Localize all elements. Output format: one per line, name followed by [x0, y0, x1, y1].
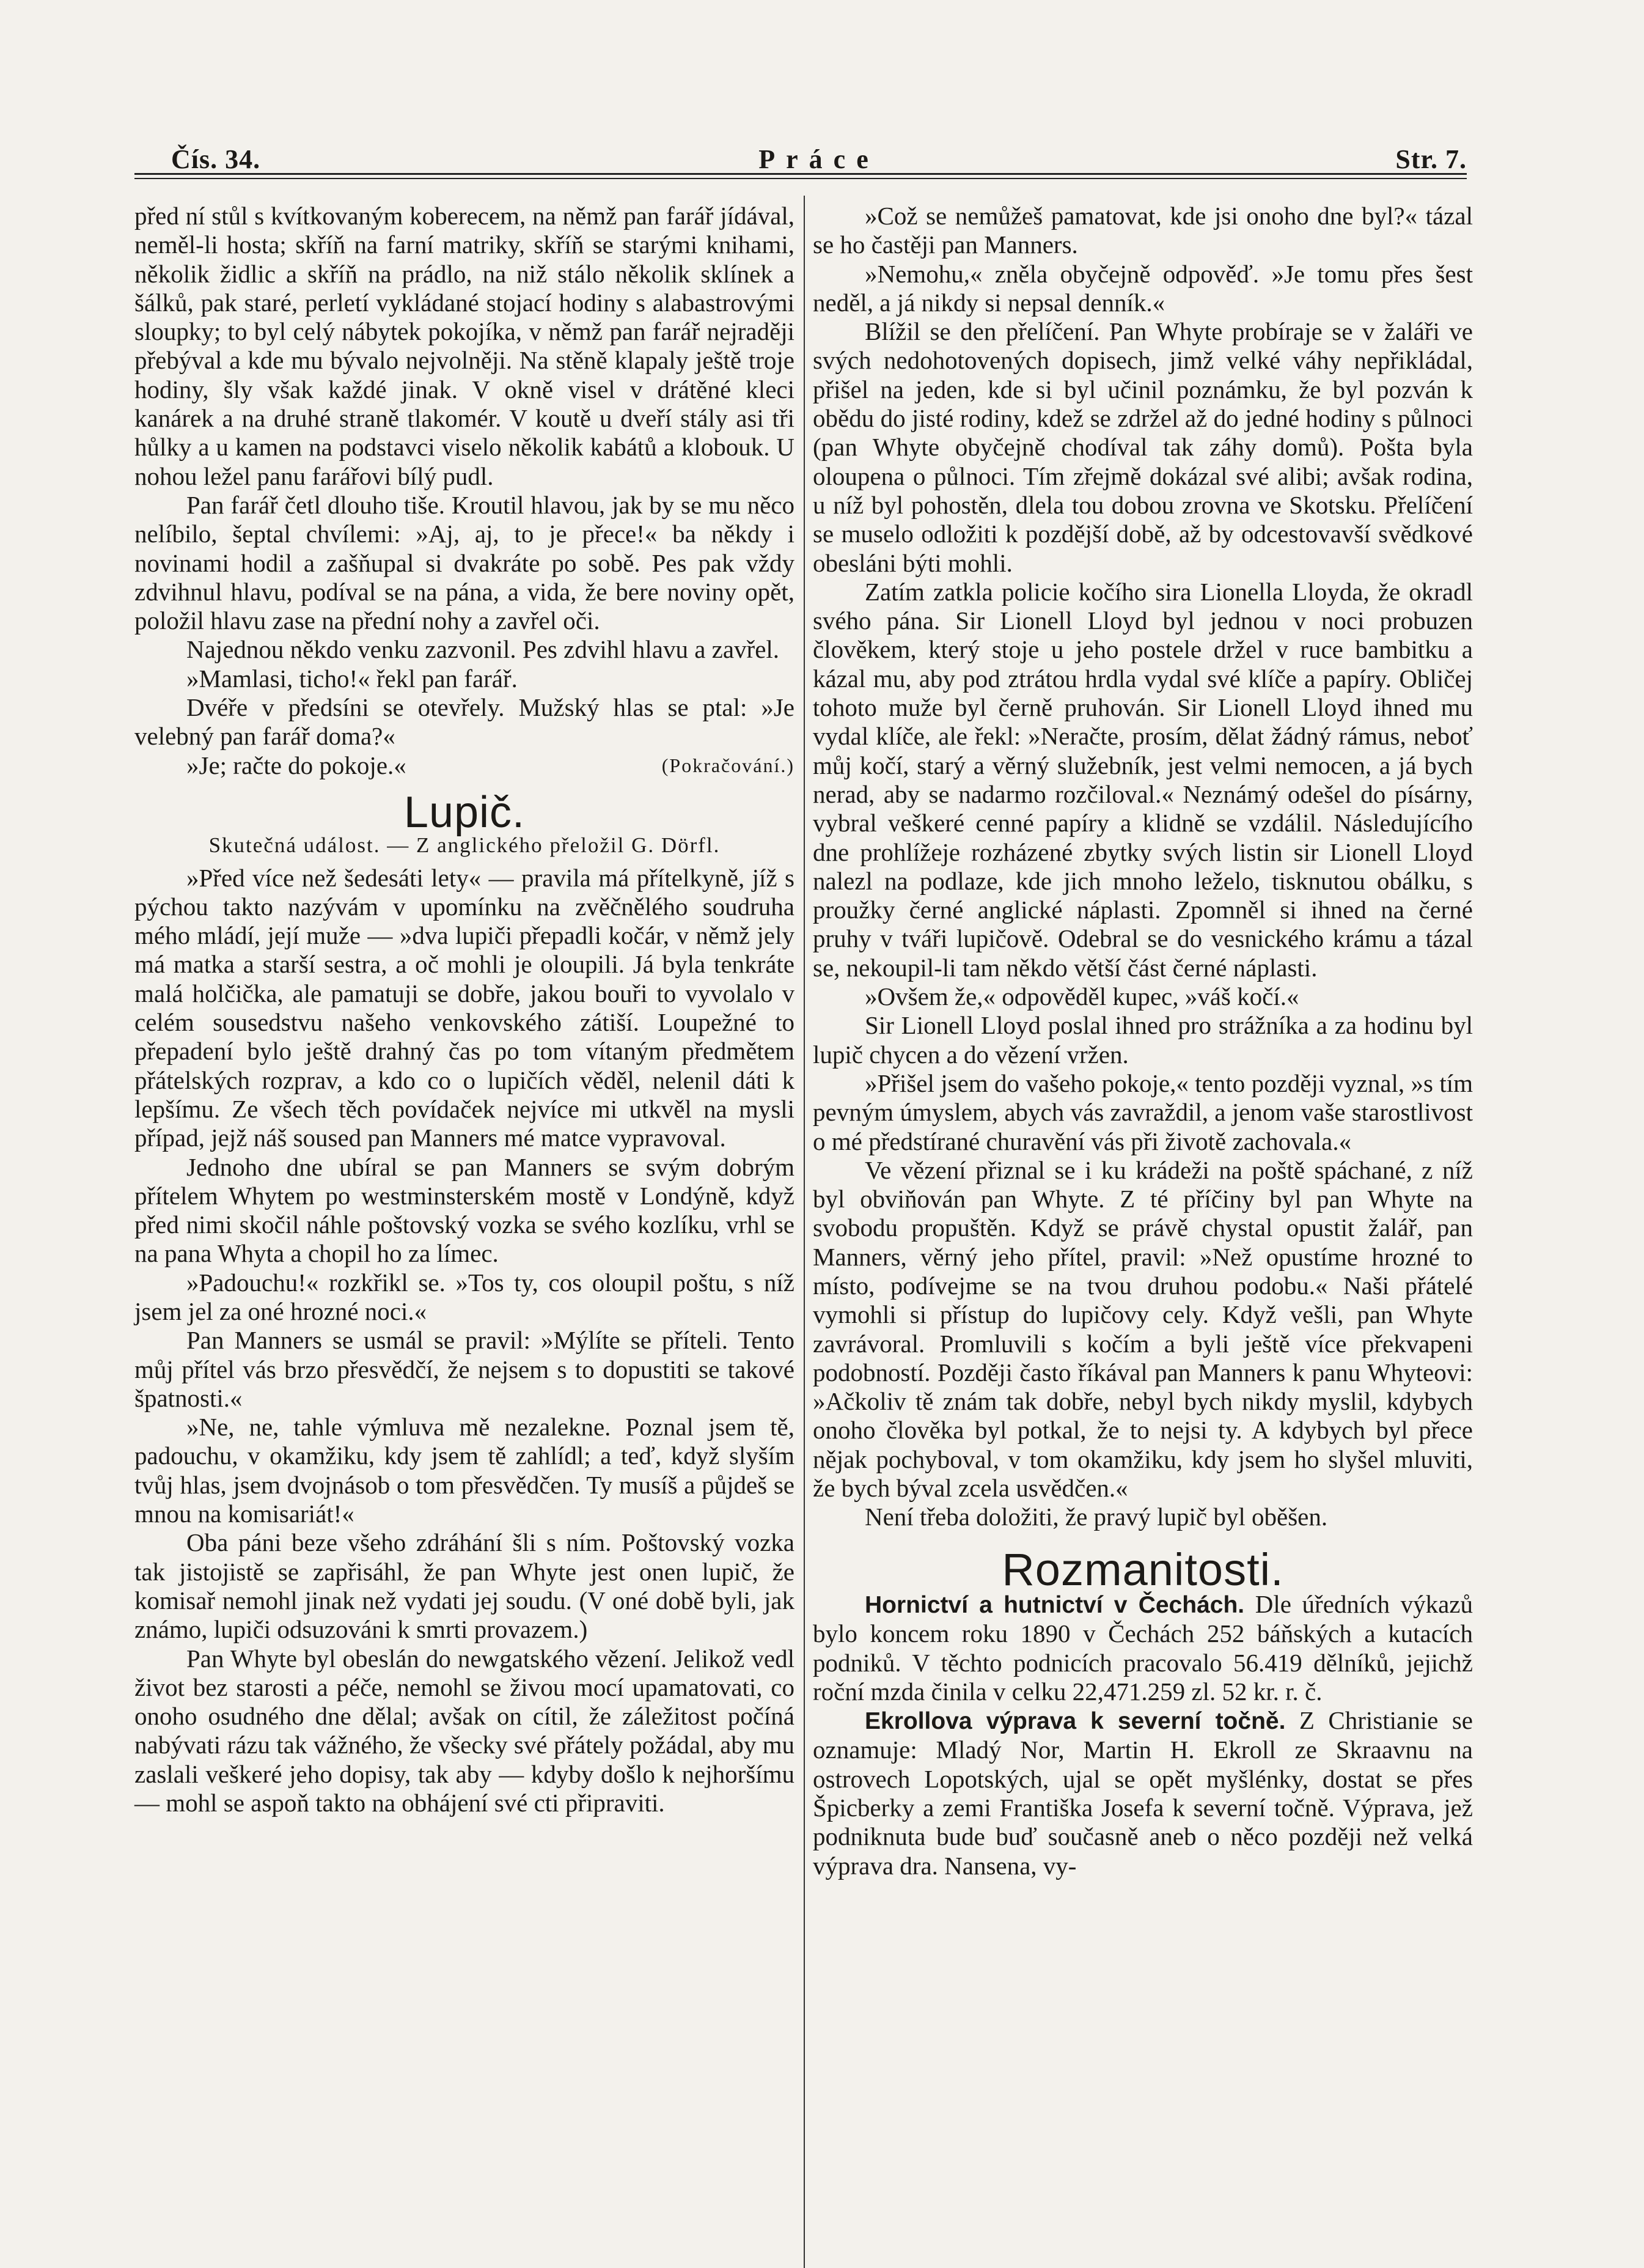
- news-item: [813, 1706, 1473, 1880]
- news-item: [813, 1590, 1473, 1706]
- closing-dialogue: »Je; račte do pokoje.«: [186, 751, 406, 779]
- news-item-heading: Hornictví a hutnictví v Čechách.: [865, 1591, 1245, 1618]
- paragraph: Pan Whyte byl obeslán do newgatského vězení. Jelikož vedl život bez starosti a péče, nemohl se živou mocí upamatovati, co onoho osudného dne dělal; avšak on cítil, že záležitost počíná nabývati rázu tak vážného, že všecky své přátely požádal, aby mu zaslali veškeré jeho dopisy, tak aby — kdyby došlo k nejhoršímu — mohl se aspoň takto na obhájení své cti připraviti.: [134, 1644, 794, 1817]
- left-column: [134, 202, 794, 1817]
- paragraph: »Ovšem že,« odpověděl kupec, »váš kočí.«: [865, 982, 1299, 1011]
- paragraph: »Nemohu,« zněla obyčejně odpověď. »Je tomu přes šest neděl, a já nikdy si nepsal denník.«: [813, 259, 1473, 317]
- header-rule: [134, 173, 1467, 179]
- story-title: Lupič.: [403, 787, 526, 837]
- paragraph: »Přišel jsem do vašeho pokoje,« tento později vyznal, »s tím pevným úmyslem, abych vás zavraždil, a jenom vaše starostlivost o mé předstírané churavění vás při životě zachovala.«: [813, 1069, 1473, 1155]
- paragraph: Ve vězení přiznal se i ku krádeži na poště spáchané, z níž byl obviňován pan Whyte. Z té příčiny byl pan Whyte na svobodu propuštěn. Když se právě chystal opustit žalář, pan Manners, věrný jeho přítel, pravil: »Než opustíme hrozné to místo, podívejme se na tvou druhou podobu.« Naši přátelé vymohli si přístup do lupičovy cely. Když vešli, pan Whyte zavrávoral. Promluvili s kočím a byli ještě více překvapeni podobností. Později často říkával pan Manners k panu Whyteovi: »Ačkoliv tě znám tak dobře, nebyl bych nikdy myslil, kdybych onoho člověka byl potkal, že to nejsi ty. A kdybych byl přece nějak pochyboval, v tom okamžiku, kdy jsem ho slyšel mluviti, že bych býval zcela usvědčen.«: [813, 1155, 1473, 1503]
- paragraph: »Což se nemůžeš pamatovat, kde jsi onoho dne byl?« tázal se ho častěji pan Manners.: [813, 202, 1473, 259]
- continuation-note: (Pokračování.): [661, 754, 794, 776]
- right-column: [813, 202, 1473, 1880]
- page-header: [171, 131, 1467, 174]
- paragraph: před ní stůl s kvítkovaným koberecem, na němž pan farář jídával, neměl-li hosta; skříň na farní matriky, skříň se starými knihami, několik židlic a skříň na prádlo, na niž stálo několik sklínek a šálků, pak staré, perletí vykládané stojací hodiny s alabastrovými sloupky; to byl celý nábytek pokojíka, v němž pan farář nejraději přebýval a kde mu bývalo nejvolněji. Na stěně klapaly ještě troje hodiny, šly však každé jinak. V okně visel v drátěné kleci kanárek a na druhé straně tlakomér. V koutě u dveří stály asi tři hůlky a u kamen na podstavci viselo několik kabátů a klobouk. U nohou ležel panu farářovi bílý pudl.: [134, 202, 794, 490]
- page-number: Str. 7.: [1395, 144, 1467, 174]
- paragraph: Zatím zatkla policie kočího sira Lionella Lloyda, že okradl svého pána. Sir Lionell Lloyd byl jednou v noci probuzen člověkem, který stoje u jeho postele držel v ruce bambitku a kázal mu, aby pod ztrátou hrdla vydal své klíče a papíry. Obličej tohoto muže byl černě pruhován. Sir Lionell Lloyd ihned mu vydal klíče, ale řekl: »Neračte, prosím, dělat žádný rámus, neboť můj kočí, starý a věrný služebník, jest velmi nemocen, a já bych nerad, aby se nadarmo rozčiloval.« Neznámý odešel do písárny, vybral veškeré cenné papíry a klidně se vzdálil. Následujícího dne prohlížeje rozházené zbytky svých listin sir Lionell Lloyd nalezl na podlaze, kde jich mnoho leželo, tisknutou obálku, s proužky černé anglické náplasti. Zpomněl si ihned na černé pruhy v tváři lupičově. Odebral se do vesnického krámu a tázal se, nekoupil-li tam někdo větší část černé náplasti.: [813, 577, 1473, 982]
- masthead-title: Práce: [758, 144, 879, 174]
- paragraph: »Ne, ne, tahle výmluva mě nezalekne. Poznal jsem tě, padouchu, v okamžiku, kdy jsem tě zahlídl; a teď, když slyším tvůj hlas, jsem dvojnásob o tom přesvědčen. Ty musíš a půjdeš se mnou na komisariát!«: [134, 1413, 794, 1528]
- paragraph: Jednoho dne ubíral se pan Manners se svým dobrým přítelem Whytem po westminsterském mostě v Londýně, když před nimi skočil náhle poštovský vozka se svého kozlíku, vrhl se na pana Whyta a chopil ho za límec.: [134, 1152, 794, 1268]
- news-item-heading: Ekrollova výprava k severní točně.: [865, 1708, 1286, 1735]
- paragraph: Sir Lionell Lloyd poslal ihned pro strážníka a za hodinu byl lupič chycen a do vězení vržen.: [813, 1011, 1473, 1069]
- closing-line: [134, 751, 794, 780]
- story-subtitle: Skutečná událost. — Z anglického přeložil G. Dörfl.: [208, 833, 721, 858]
- paragraph: Blížil se den přelíčení. Pan Whyte probíraje se v žaláři ve svých nedohotovených dopisech, jimž velké váhy nepřikládal, přišel na jeden, kde si byl učinil poznámku, že byl pozván k obědu do jisté rodiny, kdež se zdržel až do jedné hodiny s půlnoci (pan Whyte obyčejně chodíval tak záhy domů). Pošta byla oloupena o půlnoci. Tím zřejmě dokázal své alibi; avšak rodina, u níž byl pohostěn, dlela tou dobou zrovna ve Skotsku. Přelíčení se muselo odložiti k pozdější době, až by odcestovavší svědkové obesláni býti mohli.: [813, 317, 1473, 577]
- news-item-text: Z Christianie se oznamuje: Mladý Nor, Martin H. Ekroll ze Skraavnu na ostrovech Lopotských, ujal se opět myšlénky, dostat se přes Špicberky a zemi Františka Josefa k severní točně. Výprava, jež podniknuta bude buď současně aneb o něco později než velká výprava dra. Nansena, vy-: [813, 1706, 1473, 1880]
- paragraph: Dvéře v předsíni se otevřely. Mužský hlas se ptal: »Je velebný pan farář doma?«: [134, 693, 794, 751]
- paragraph: Pan farář četl dlouho tiše. Kroutil hlavou, jak by se mu něco nelíbilo, šeptal chvílemi: »Aj, aj, to je přece!« ba někdy i novinami hodil a zašňupal si dvakráte po sobě. Pes pak vždy zdvihnul hlavu, podíval se na pána, a vida, že bere noviny opět, položil hlavu zase na přední nohy a zavřel oči.: [134, 490, 794, 635]
- paragraph: »Před více než šedesáti lety« — pravila má přítelkyně, jíž s pýchou takto nazývám v upomínku na zvěčnělého soudruha mého mládí, její muže — »dva lupiči přepadli kočár, v němž jely má matka a starší sestra, a oč mohli je oloupili. Já byla tenkráte malá holčička, ale pamatuji se dobře, jakou bouři to vyvolalo v celém sousedstvu našeho venkovského zátiší. Loupežné to přepadení bylo ještě drahný čas po tom vítaným předmětem přátelských rozprav, a kdo co o lupičích věděl, nelenil dáti k lepšímu. Ze všech těch povídaček nejvíce mi utkvěl na mysli případ, jejž náš soused pan Manners mé matce vypravoval.: [134, 863, 794, 1152]
- section-title: Rozmanitosti.: [1002, 1544, 1284, 1595]
- news-item-text: Dle úředních výkazů bylo koncem roku 1890 v Čechách 252 báňských a kutacích podniků. V těchto podnicích pracovalo 56.419 dělníků, jejichž roční mzda činila v celku 22,471.259 zl. 52 kr. r. č.: [813, 1589, 1473, 1706]
- paragraph: Najednou někdo venku zazvonil. Pes zdvihl hlavu a zavřel.: [186, 635, 780, 664]
- column-divider: [804, 196, 805, 2268]
- issue-number: Čís. 34.: [171, 144, 261, 174]
- paragraph: »Mamlasi, ticho!« řekl pan farář.: [186, 664, 518, 693]
- paragraph: Oba páni beze všeho zdráhání šli s ním. Poštovský vozka tak jistojistě se zapřisáhl, že pan Whyte jest onen lupič, že komisař nemohl jinak než vydati jej soudu. (V oné době byli, jak známo, lupiči odsuzováni k smrti provazem.): [134, 1528, 794, 1644]
- paragraph: »Padouchu!« rozkřikl se. »Tos ty, cos oloupil poštu, s níž jsem jel za oné hrozné noci.«: [134, 1268, 794, 1325]
- paragraph: Pan Manners se usmál se pravil: »Mýlíte se příteli. Tento můj přítel vás brzo přesvědčí, že nejsem s to dopustiti se takové špatnosti.«: [134, 1326, 794, 1412]
- paragraph: Není třeba doložiti, že pravý lupič byl oběšen.: [865, 1503, 1328, 1531]
